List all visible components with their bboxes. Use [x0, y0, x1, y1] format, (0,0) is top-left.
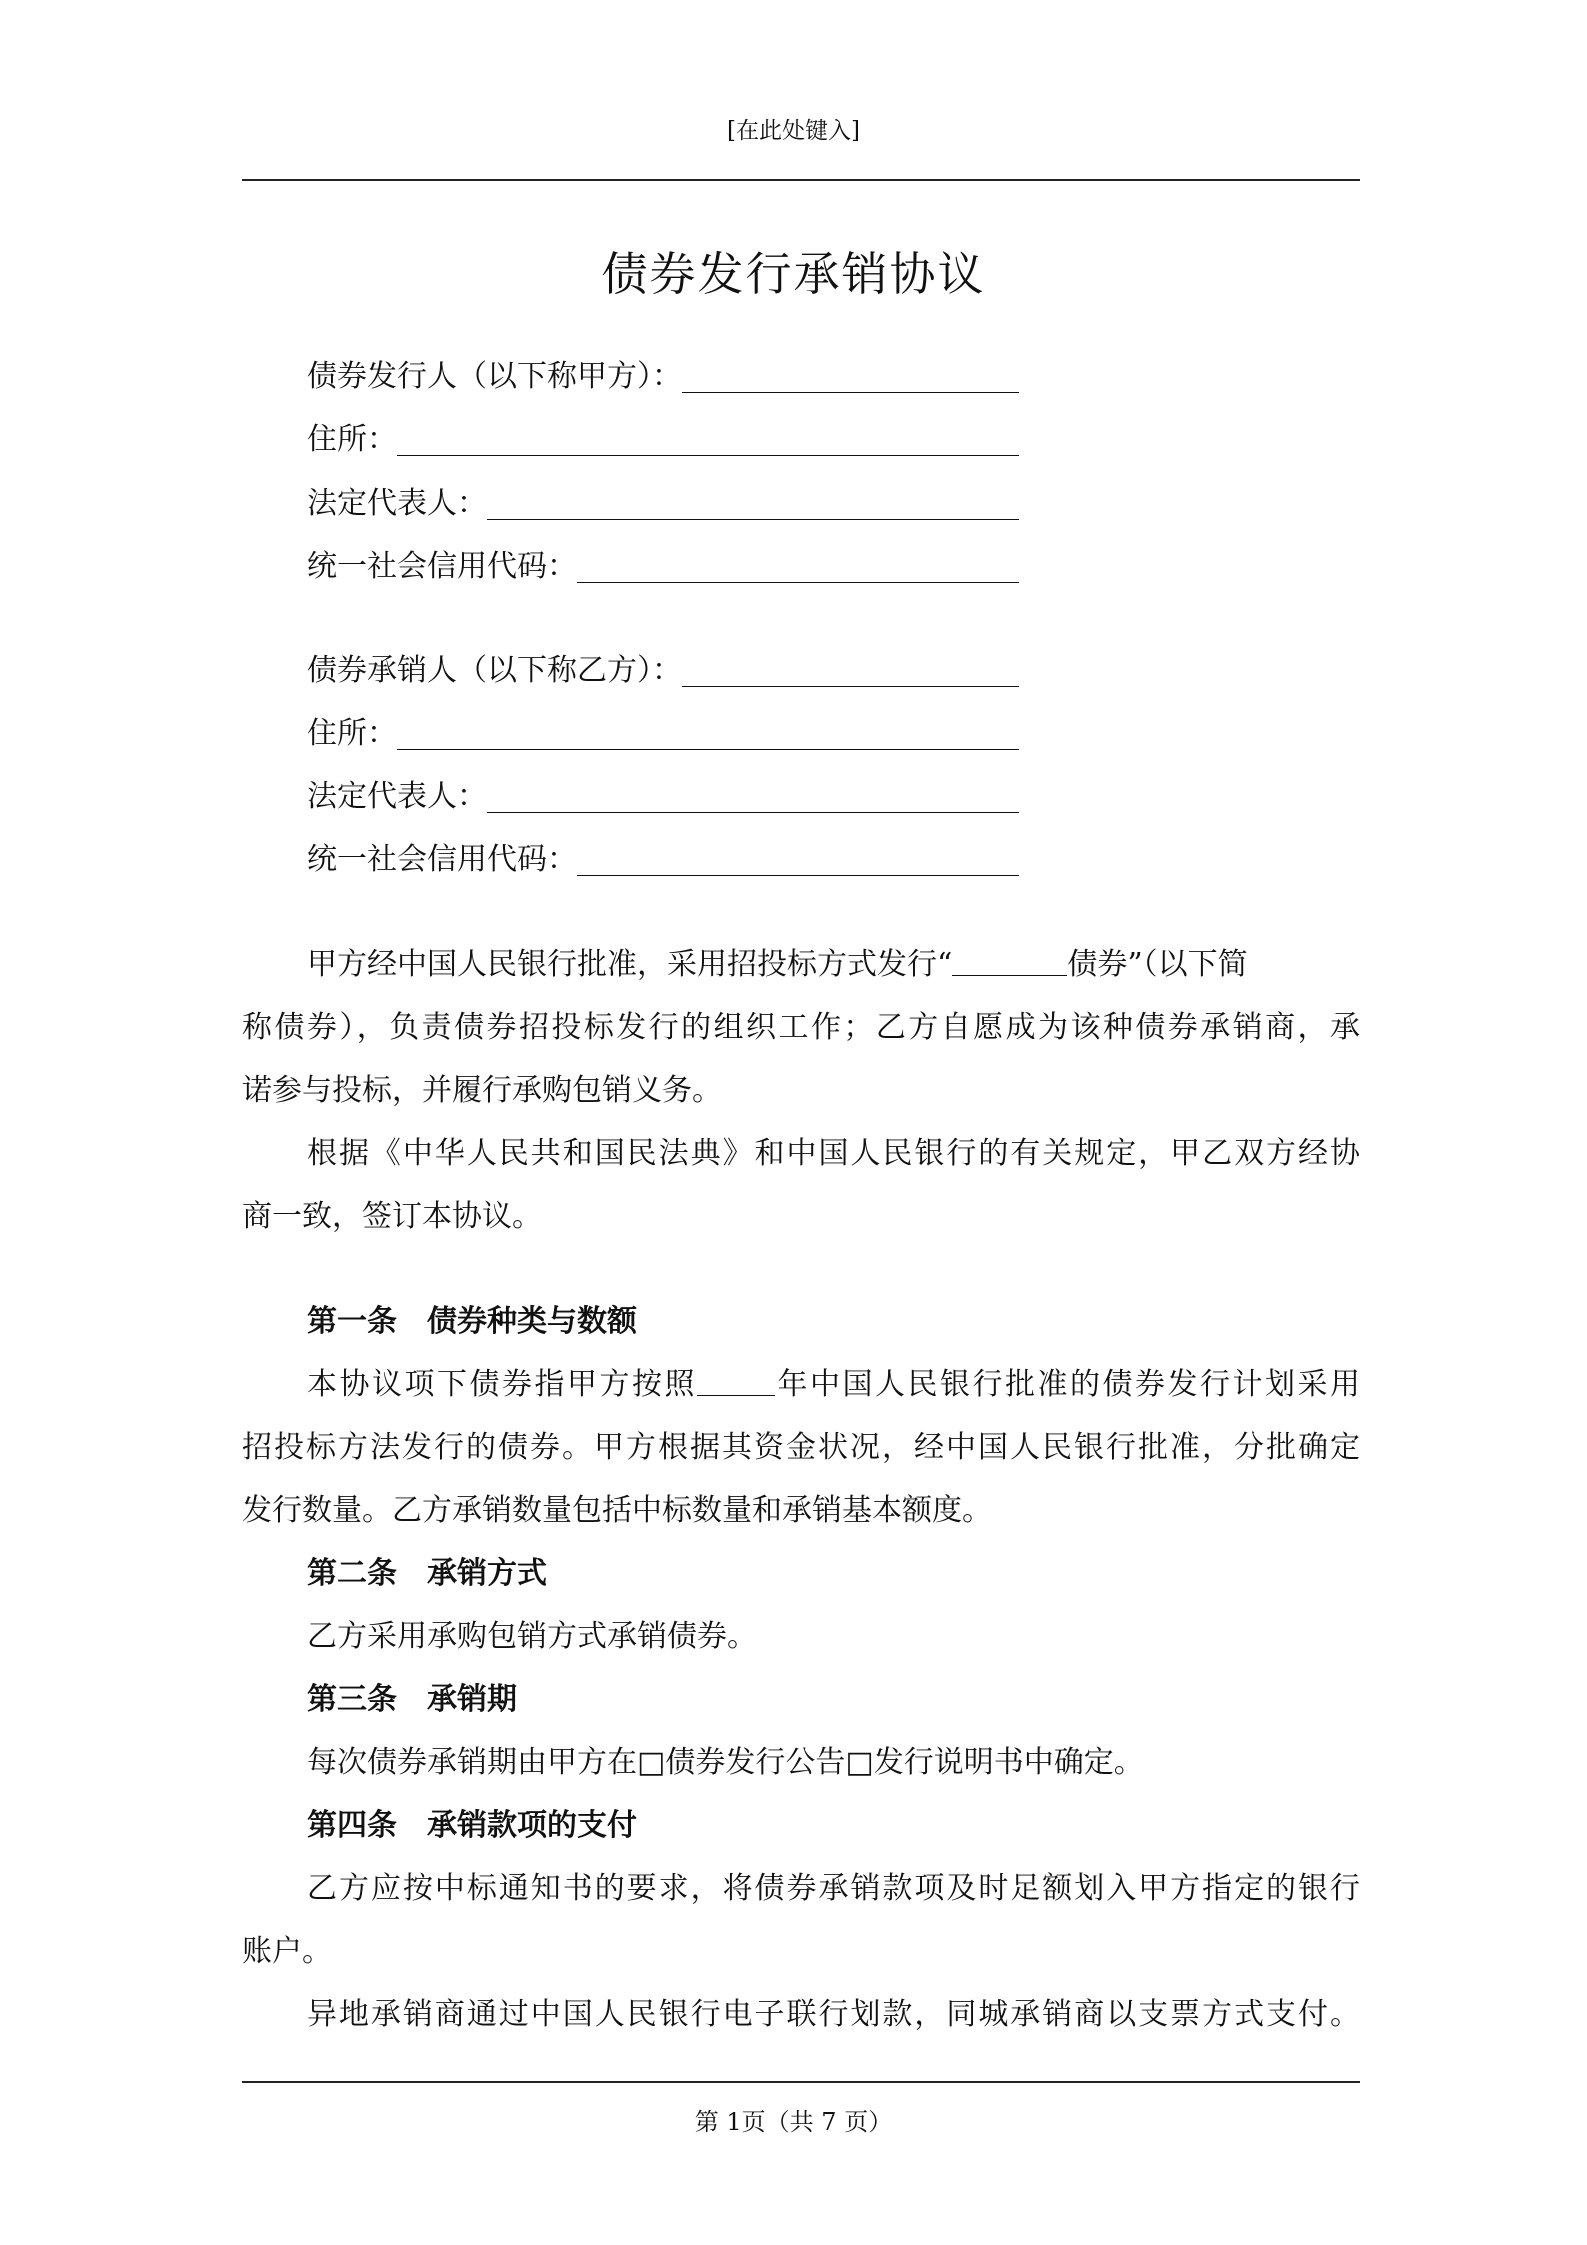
- article-4-title: 第四条 承销款项的支付: [307, 1808, 637, 1843]
- party-a-code-field[interactable]: [307, 547, 1019, 587]
- article-text: 本协议项下债券指甲方按照: [307, 1367, 697, 1402]
- article-2-title: 第二条 承销方式: [307, 1556, 547, 1591]
- article-1-title: 第一条 债券种类与数额: [307, 1304, 637, 1339]
- party-b-underwriter-label: 债券承销人（以下称乙方）：: [307, 653, 682, 688]
- document-title: 债券发行承销协议: [601, 247, 986, 301]
- preamble-text: 债券”（以下简: [1067, 947, 1248, 982]
- article-1-line-2: 招投标方法发行的债券。甲方根据其资金状况，经中国人民银行批准，分批确定: [242, 1430, 1360, 1465]
- article-1-line-3: 发行数量。乙方承销数量包括中标数量和承销基本额度。: [242, 1493, 992, 1528]
- party-a-address-blank[interactable]: [397, 425, 1019, 456]
- article-4-line-3: 异地承销商通过中国人民银行电子联行划款，同城承销商以支票方式支付。: [307, 1997, 1360, 2032]
- party-b-address-field[interactable]: [307, 714, 1019, 754]
- preamble-line-2: 称债券），负责债券招投标发行的组织工作；乙方自愿成为该种债券承销商，承: [242, 1010, 1360, 1045]
- party-b-rep-label: 法定代表人：: [307, 779, 487, 814]
- footer-rule: [242, 2081, 1360, 2083]
- page-header: [在此处键入]: [727, 118, 860, 144]
- party-a-code-blank[interactable]: [577, 552, 1019, 583]
- article-4-line-2: 账户。: [242, 1934, 332, 1969]
- party-b-code-field[interactable]: [307, 840, 1019, 880]
- article-4-line-1: 乙方应按中标通知书的要求，将债券承销款项及时足额划入甲方指定的银行: [307, 1871, 1360, 1906]
- party-b-underwriter-blank[interactable]: [682, 656, 1019, 687]
- party-a-code-label: 统一社会信用代码：: [307, 549, 577, 584]
- party-a-address-field[interactable]: [307, 420, 1019, 460]
- party-a-issuer-field[interactable]: [307, 357, 1019, 397]
- party-a-issuer-blank[interactable]: [682, 362, 1019, 393]
- article-2-line-1: 乙方采用承购包销方式承销债券。: [307, 1619, 757, 1654]
- article-1-line-1: [307, 1365, 1360, 1405]
- party-a-rep-field[interactable]: [307, 484, 1019, 524]
- preamble-line-3: 诺参与投标，并履行承购包销义务。: [242, 1073, 722, 1108]
- party-a-address-label: 住所：: [307, 422, 397, 457]
- party-b-address-blank[interactable]: [397, 719, 1019, 750]
- party-b-underwriter-field[interactable]: [307, 651, 1019, 691]
- preamble-text: 甲方经中国人民银行批准，采用招投标方式发行“: [307, 947, 953, 982]
- preamble-line-5: 商一致，签订本协议。: [242, 1199, 542, 1234]
- party-b-rep-field[interactable]: [307, 777, 1019, 817]
- preamble-line-1: [307, 945, 1248, 985]
- party-b-rep-blank[interactable]: [487, 782, 1019, 813]
- header-rule: [242, 179, 1360, 181]
- article-text: 年中国人民银行批准的债券发行计划采用: [775, 1367, 1360, 1402]
- party-a-rep-label: 法定代表人：: [307, 486, 487, 521]
- bond-name-blank[interactable]: [952, 945, 1067, 976]
- page-footer: 第 1页（共 7 页）: [694, 2108, 893, 2136]
- plan-year-blank[interactable]: [697, 1365, 775, 1396]
- article-3-title: 第三条 承销期: [307, 1682, 517, 1717]
- party-b-code-label: 统一社会信用代码：: [307, 842, 577, 877]
- party-a-issuer-label: 债券发行人（以下称甲方）：: [307, 359, 682, 394]
- article-3-line-1: 每次债券承销期由甲方在□债券发行公告□发行说明书中确定。: [307, 1745, 1144, 1780]
- preamble-line-4: 根据《中华人民共和国民法典》和中国人民银行的有关规定，甲乙双方经协: [307, 1136, 1360, 1171]
- party-b-code-blank[interactable]: [577, 845, 1019, 876]
- party-a-rep-blank[interactable]: [487, 489, 1019, 520]
- party-b-address-label: 住所：: [307, 716, 397, 751]
